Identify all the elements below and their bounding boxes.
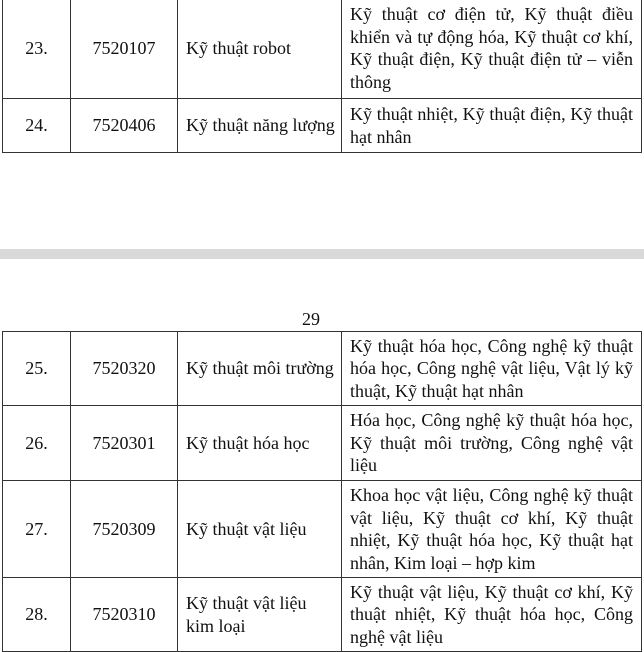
row-number: 25. <box>3 332 71 406</box>
row-number: 27. <box>3 481 71 578</box>
major-code: 7520301 <box>71 406 178 481</box>
major-code: 7520309 <box>71 481 178 578</box>
major-code: 7520320 <box>71 332 178 406</box>
majors-table-bottom <box>2 331 642 652</box>
major-name: Kỹ thuật hóa học <box>178 406 342 481</box>
major-name: Kỹ thuật vật liệu <box>178 481 342 578</box>
major-name: Kỹ thuật môi trường <box>178 332 342 406</box>
related-majors: Kỹ thuật nhiệt, Kỹ thuật điện, Kỹ thuật hạt nhân <box>342 99 642 153</box>
major-name: Kỹ thuật năng lượng <box>178 99 342 153</box>
table-row <box>3 99 642 153</box>
majors-table-top <box>2 0 642 153</box>
table-row <box>3 0 642 99</box>
related-majors: Kỹ thuật vật liệu, Kỹ thuật cơ khí, Kỹ thuật nhiệt, Kỹ thuật hóa học, Công nghệ vật liệu <box>342 578 642 652</box>
table-row <box>3 578 642 652</box>
major-name: Kỹ thuật vật liệu kim loại <box>178 578 342 652</box>
related-majors: Hóa học, Công nghệ kỹ thuật hóa học, Kỹ thuật môi trường, Công nghệ vật liệu <box>342 406 642 481</box>
row-number: 23. <box>3 0 71 99</box>
table-row <box>3 332 642 406</box>
page-break-divider <box>0 249 644 259</box>
page-number: 29 <box>302 309 320 329</box>
major-name: Kỹ thuật robot <box>178 0 342 99</box>
table-row <box>3 481 642 578</box>
major-code: 7520406 <box>71 99 178 153</box>
related-majors: Kỹ thuật hóa học, Công nghệ kỹ thuật hóa học, Công nghệ vật liệu, Vật lý kỹ thuật, Kỹ thuật hạt nhân <box>342 332 642 406</box>
related-majors: Khoa học vật liệu, Công nghệ kỹ thuật vật liệu, Kỹ thuật cơ khí, Kỹ thuật nhiệt, Kỹ thuật hóa học, Kỹ thuật hạt nhân, Kim loại – hợp kim <box>342 481 642 578</box>
table-row <box>3 406 642 481</box>
major-code: 7520310 <box>71 578 178 652</box>
related-majors: Kỹ thuật cơ điện tử, Kỹ thuật điều khiển và tự động hóa, Kỹ thuật cơ khí, Kỹ thuật điện, Kỹ thuật điện tử – viễn thông <box>342 0 642 99</box>
major-code: 7520107 <box>71 0 178 99</box>
row-number: 24. <box>3 99 71 153</box>
row-number: 28. <box>3 578 71 652</box>
row-number: 26. <box>3 406 71 481</box>
